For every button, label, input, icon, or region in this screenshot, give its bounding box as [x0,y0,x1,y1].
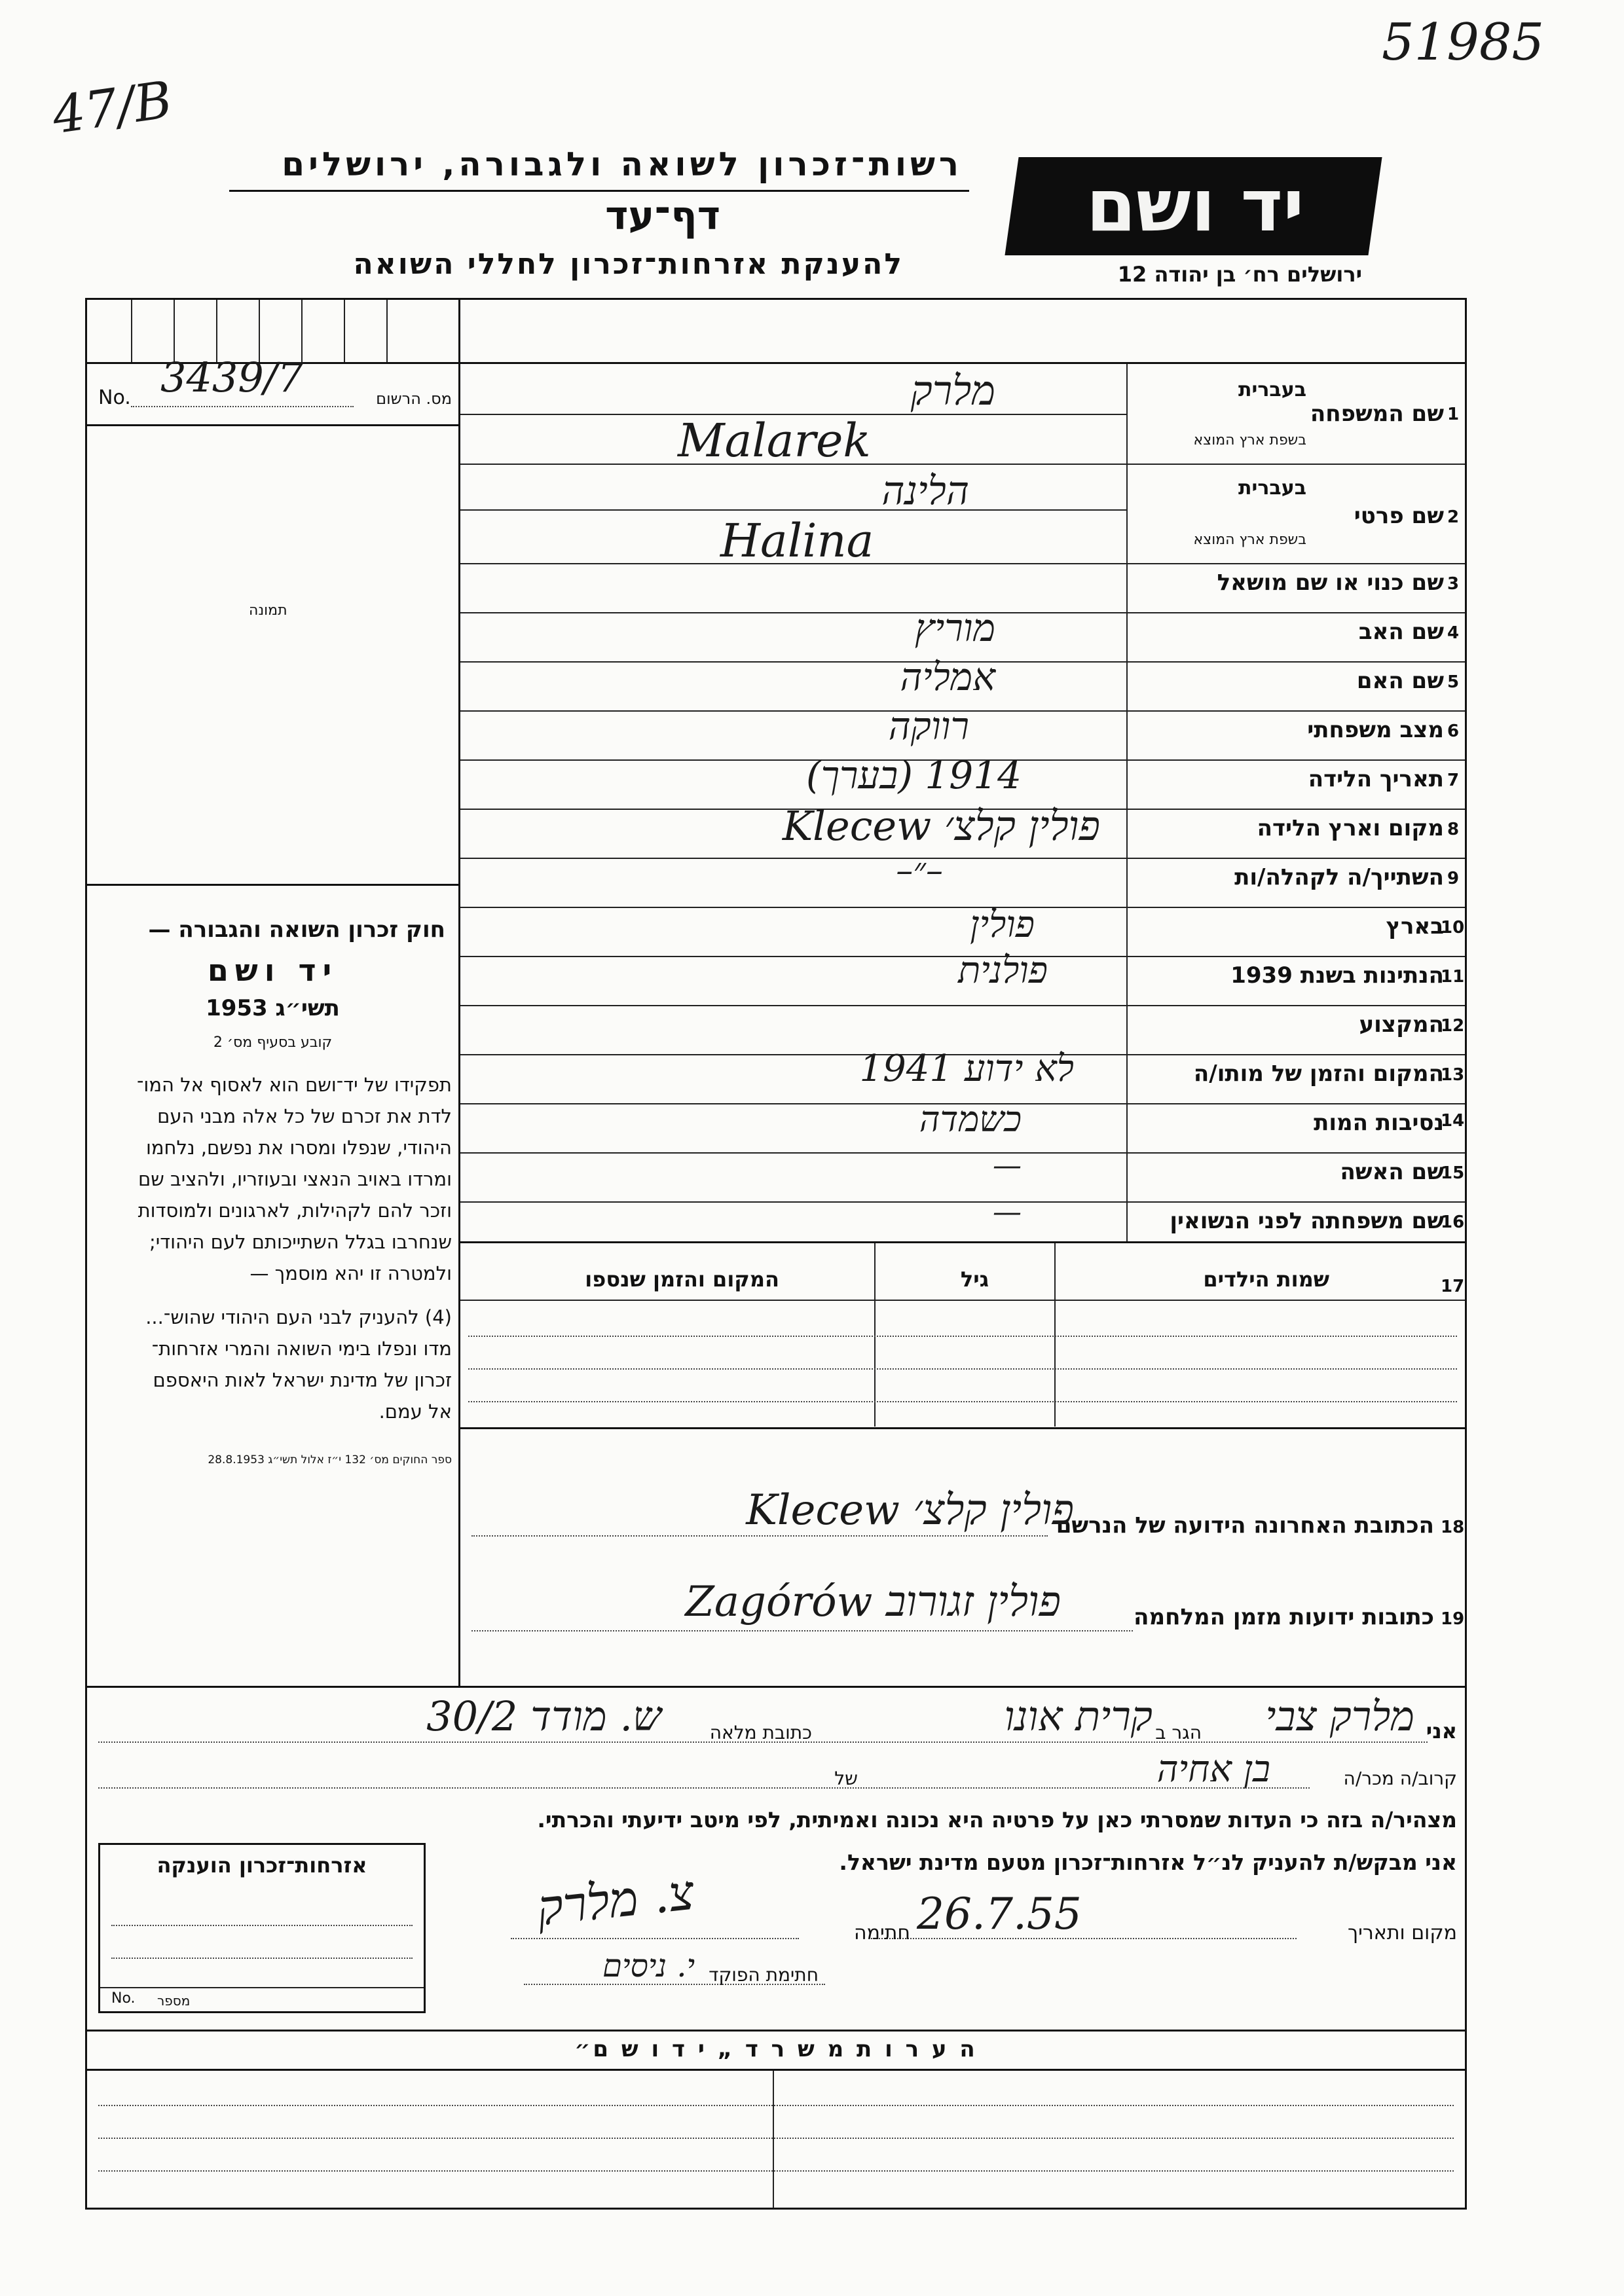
page-title: דף־עד [605,193,720,239]
declaration-relative-label: קרוב/ה מכר/ה [1343,1768,1457,1789]
declaration-full-address: כתובת מלאה [709,1722,812,1743]
field-7-number: 7 [1447,771,1460,790]
field-5-number: 5 [1447,672,1460,692]
address-line: ירושלים רח׳ בן יהודה 12 [1117,262,1362,287]
page-subtitle: להענקת אזרחות־זכרון לחללי השואה [353,247,904,281]
field-6-label: מצב משפחתי [1307,717,1444,743]
children-col-age: גיל [960,1267,989,1292]
field-16-number: 16 [1441,1212,1465,1232]
field-9-value: –״– [896,851,943,890]
law-body-6: שנחרבו בגלל השתייכותם לעם היהודי; [149,1231,452,1253]
declarant-street: ש. מודד 30/2 [426,1692,661,1740]
field-2-label: שם פרטי [1354,503,1444,529]
signature-label: חתימה [853,1922,910,1944]
citizenship-box-no: No. [111,1990,136,2007]
children-col-place: המקום והזמן שנספו [585,1267,779,1292]
declaration-date: 26.7.55 [917,1889,1082,1939]
file-reference: 47/B [48,70,176,146]
field-1-number: 1 [1447,405,1460,424]
law-body-1: תפקידו של יד־ושם הוא לאסוף אל המו־ [136,1074,452,1096]
law-body2-4: אל עמם. [378,1400,452,1423]
field-1-sub-top: בעברית [1238,378,1306,401]
field-11-label: הנתינות בשנת 1939 [1230,962,1444,989]
field-8-number: 8 [1447,820,1460,839]
field-9-label: השתייך/ה לקהלה/ות [1234,864,1444,890]
law-body2-2: מדו ונפלו בימי השואה והמרי אזרחות־ [151,1338,452,1360]
logo-text: יד ושם [1086,164,1304,247]
field-11-value: פולנית [958,949,1048,992]
field-15-label: שם האשה [1340,1159,1444,1185]
law-body-3: היהודי, שנפלו ומסרו את נפשם, נלחמו [145,1137,452,1159]
office-notes-header: ה ע ר ו ת מ ש ר ד „ י ד ו ש ם״ [574,2036,978,2062]
field-9-number: 9 [1447,869,1460,888]
registration-number: 3439/7 [160,354,304,401]
field-6-value: רווקה [888,704,969,748]
field-10-value: פולין [970,903,1035,946]
field-19-label: כתובות ידועות מזמן המלחמה [1134,1604,1434,1630]
field-7-label: תאריך הלידה [1308,766,1444,792]
field-10-label: בארץ [1386,913,1444,939]
field-14-label: נסיבות המות [1314,1110,1444,1136]
field-13-number: 13 [1441,1065,1465,1085]
place-date-label: מקום ותאריך [1348,1922,1457,1944]
law-heading: חוק זכרון השואה והגבורה — [148,917,445,943]
field-1-value-hebrew: מלרק [910,367,995,414]
registration-label: מס. הרשום [376,390,452,408]
declaration-of: של [834,1768,858,1789]
declarant-signature: צ. מלרק [534,1864,697,1937]
law-body-7: ולמטרה זו יהא מוסמך — [249,1262,452,1285]
field-18-number: 18 [1441,1518,1465,1537]
field-15-value: — [993,1149,1022,1182]
officer-signature: י. ניסים [602,1948,695,1984]
law-body2-1: (4) להעניק לבני העם היהודי שהוש־... [145,1306,452,1328]
field-4-value: מוריץ [914,606,995,650]
field-15-number: 15 [1441,1163,1465,1183]
field-14-value: כשמדה [919,1099,1022,1140]
field-13-value: לא ידוע 1941 [859,1048,1074,1090]
law-body2-3: זכרון של מדינת ישראל לאות היאספם [153,1369,452,1391]
archive-number: 51985 [1382,13,1545,72]
field-14-number: 14 [1441,1111,1465,1131]
law-year: תשי״ג 1953 [206,995,340,1021]
photo-label: תמונה [249,602,287,619]
field-2-value-hebrew: הלינה [881,468,969,514]
field-13-label: המקום והזמן של מותו/ה [1193,1061,1444,1087]
law-body-5: וזכר להם לקהילות, לארגונים ולמוסדות [138,1199,452,1222]
field-2-number: 2 [1447,507,1460,527]
field-2-sub-bottom: בשפת ארץ המוצא [1193,532,1306,548]
law-clause: קובע בסעיף מס׳ 2 [213,1034,333,1051]
field-12-label: המקצוע [1359,1011,1444,1038]
field-4-number: 4 [1447,623,1460,643]
field-5-label: שם האם [1356,668,1444,694]
field-17-number: 17 [1441,1277,1465,1296]
field-10-number: 10 [1441,918,1465,938]
field-12-number: 12 [1441,1016,1465,1036]
citizenship-box-title: אזרחות־זכרון הוענקה [157,1853,367,1878]
field-19-number: 19 [1441,1609,1465,1629]
declarant-city: קרית אונו [1004,1692,1153,1740]
declaration-resides: הגר ב [1155,1722,1202,1743]
field-8-value: פולין קלצ׳ Klecew [782,802,1100,850]
field-1-sub-bottom: בשפת ארץ המוצא [1193,432,1306,448]
field-6-number: 6 [1447,721,1460,741]
field-1-label: שם המשפחה [1310,401,1444,427]
field-1-value-latin: Malarek [678,414,871,467]
declarant-name: מלרק צבי [1265,1692,1414,1740]
officer-signature-label: חתימת הפוקד [709,1964,819,1986]
declaration-relation: בן אחיה [1156,1748,1270,1791]
field-5-value: אמליה [900,655,995,699]
field-11-number: 11 [1441,967,1465,987]
law-body-2: לדת את זכרם של כל אלה מבני העם [157,1105,452,1127]
field-19-value: פולין זגורוב Zagórów [685,1578,1061,1626]
field-8-label: מקום וארץ הלידה [1257,815,1444,841]
field-3-number: 3 [1447,574,1460,594]
field-7-value: 1914 (בערך) [805,753,1022,797]
declaration-statement: מצהיר/ה בזה כי העדות שמסרתי כאן על פרטיה היא נכונה ואמיתית, לפי מיטב ידיעתי והכרתי. [537,1807,1457,1832]
declaration-ani: אני [1426,1719,1457,1743]
law-body-4: ומרדו באויב הנאצי ובעוזריו, ולהציב שם [138,1168,452,1190]
field-16-value: — [993,1195,1022,1229]
authority-title: רשות־זכרון לשואה ולגבורה, ירושלים [282,145,963,183]
law-reference: ספר החוקים מס׳ 132 י״ז אלול תשי״ג 28.8.1953 [208,1453,452,1467]
citizenship-box-no-he: מספר [157,1993,191,2009]
registration-no-label: No. [98,386,131,409]
field-4-label: שם האב [1358,619,1444,645]
field-3-label: שם כנוי או שם מושאל [1217,570,1444,596]
field-18-label: הכתובת האחרונה הידועה של הנרשם [1056,1512,1434,1539]
law-name: יד ושם [207,953,339,988]
field-2-sub-top: בעברית [1238,477,1306,500]
field-16-label: שם משפחתה לפני הנשואין [1170,1208,1444,1234]
children-col-names: שמות הילדים [1203,1267,1329,1292]
field-2-value-latin: Halina [720,514,874,568]
field-18-value: פולין קלצ׳ Klecew [746,1486,1074,1535]
declaration-request: אני מבקש/ת להעניק לנ״ל אזרחות־זכרון מטעם מדינת ישראל. [839,1850,1457,1875]
